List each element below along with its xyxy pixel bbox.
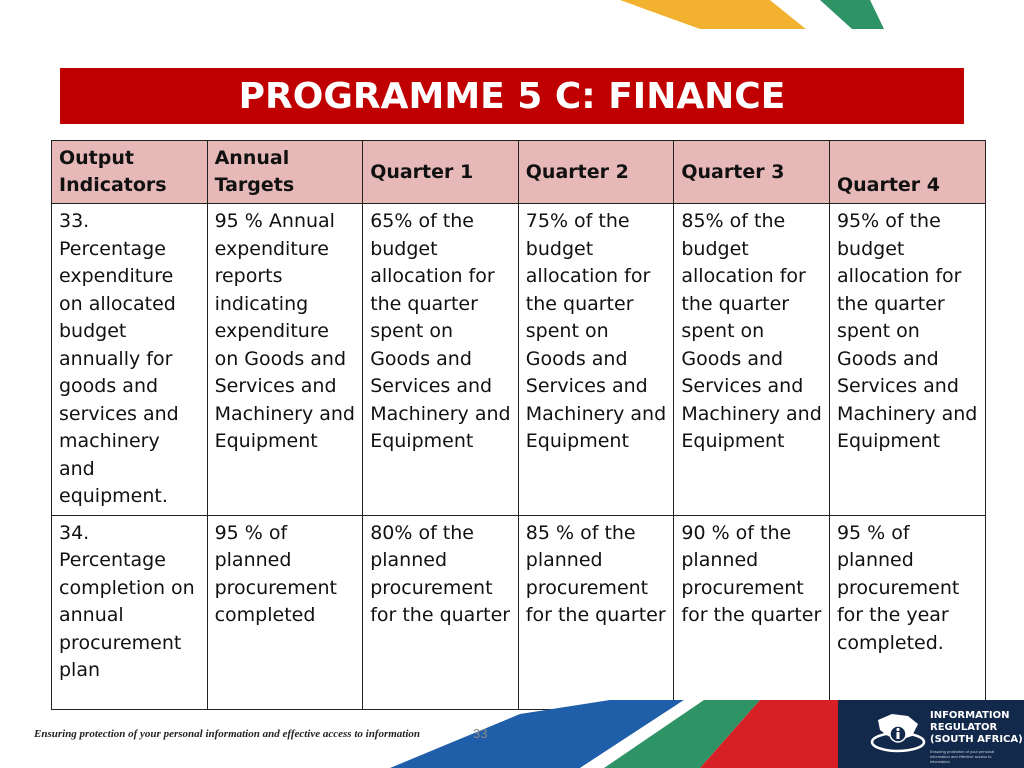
table-cell: 95 % of planned procurement for the year completed. (829, 515, 985, 709)
table-cell: 65% of the budget allocation for the quarter spent on Goods and Services and Machinery and Equipment (363, 204, 519, 516)
logo-line-2: REGULATOR (930, 722, 998, 733)
header-annual-targets: Annual Targets (207, 141, 363, 204)
table-cell: 95% of the budget allocation for the quarter spent on Goods and Services and Machinery and Equipment (829, 204, 985, 516)
table-cell: 80% of the planned procurement for the quarter (363, 515, 519, 709)
table-cell: 85 % of the planned procurement for the quarter (518, 515, 674, 709)
table-header-row (52, 141, 986, 204)
logo-text (930, 710, 1023, 746)
footer-tagline: Ensuring protection of your personal information and effective access to information (34, 728, 421, 740)
header-quarter-1: Quarter 1 (363, 141, 519, 204)
table-row (52, 515, 986, 709)
logo-tagline: Ensuring protection of your personal information and effective access to information (930, 749, 995, 764)
page-title: PROGRAMME 5 C: FINANCE (238, 75, 786, 117)
table-row (52, 204, 986, 516)
top-decoration (0, 0, 1024, 40)
table-cell: 33. Percentage expenditure on allocated budget annually for goods and services and machinery and equipment. (52, 204, 208, 516)
logo-line-3: (SOUTH AFRICA) (930, 734, 1023, 745)
header-quarter-2: Quarter 2 (518, 141, 674, 204)
table-cell: 95 % Annual expenditure reports indicating expenditure on Goods and Services and Machinery and Equipment (207, 204, 363, 516)
table-cell: 75% of the budget allocation for the quarter spent on Goods and Services and Machinery and Equipment (518, 204, 674, 516)
logo-line-1: INFORMATION (930, 710, 1010, 721)
page-number: 33 (473, 726, 488, 741)
header-quarter-4: Quarter 4 (829, 141, 985, 204)
table-cell: 95 % of planned procurement completed (207, 515, 363, 709)
finance-table (51, 140, 986, 710)
table-cell: 90 % of the planned procurement for the quarter (674, 515, 830, 709)
table-cell: 85% of the budget allocation for the quarter spent on Goods and Services and Machinery and Equipment (674, 204, 830, 516)
header-output-indicators: Output Indicators (52, 141, 208, 204)
title-banner (60, 68, 964, 124)
table-cell: 34. Percentage completion on annual procurement plan (52, 515, 208, 709)
information-regulator-logo-icon (870, 710, 926, 760)
header-quarter-3: Quarter 3 (674, 141, 830, 204)
